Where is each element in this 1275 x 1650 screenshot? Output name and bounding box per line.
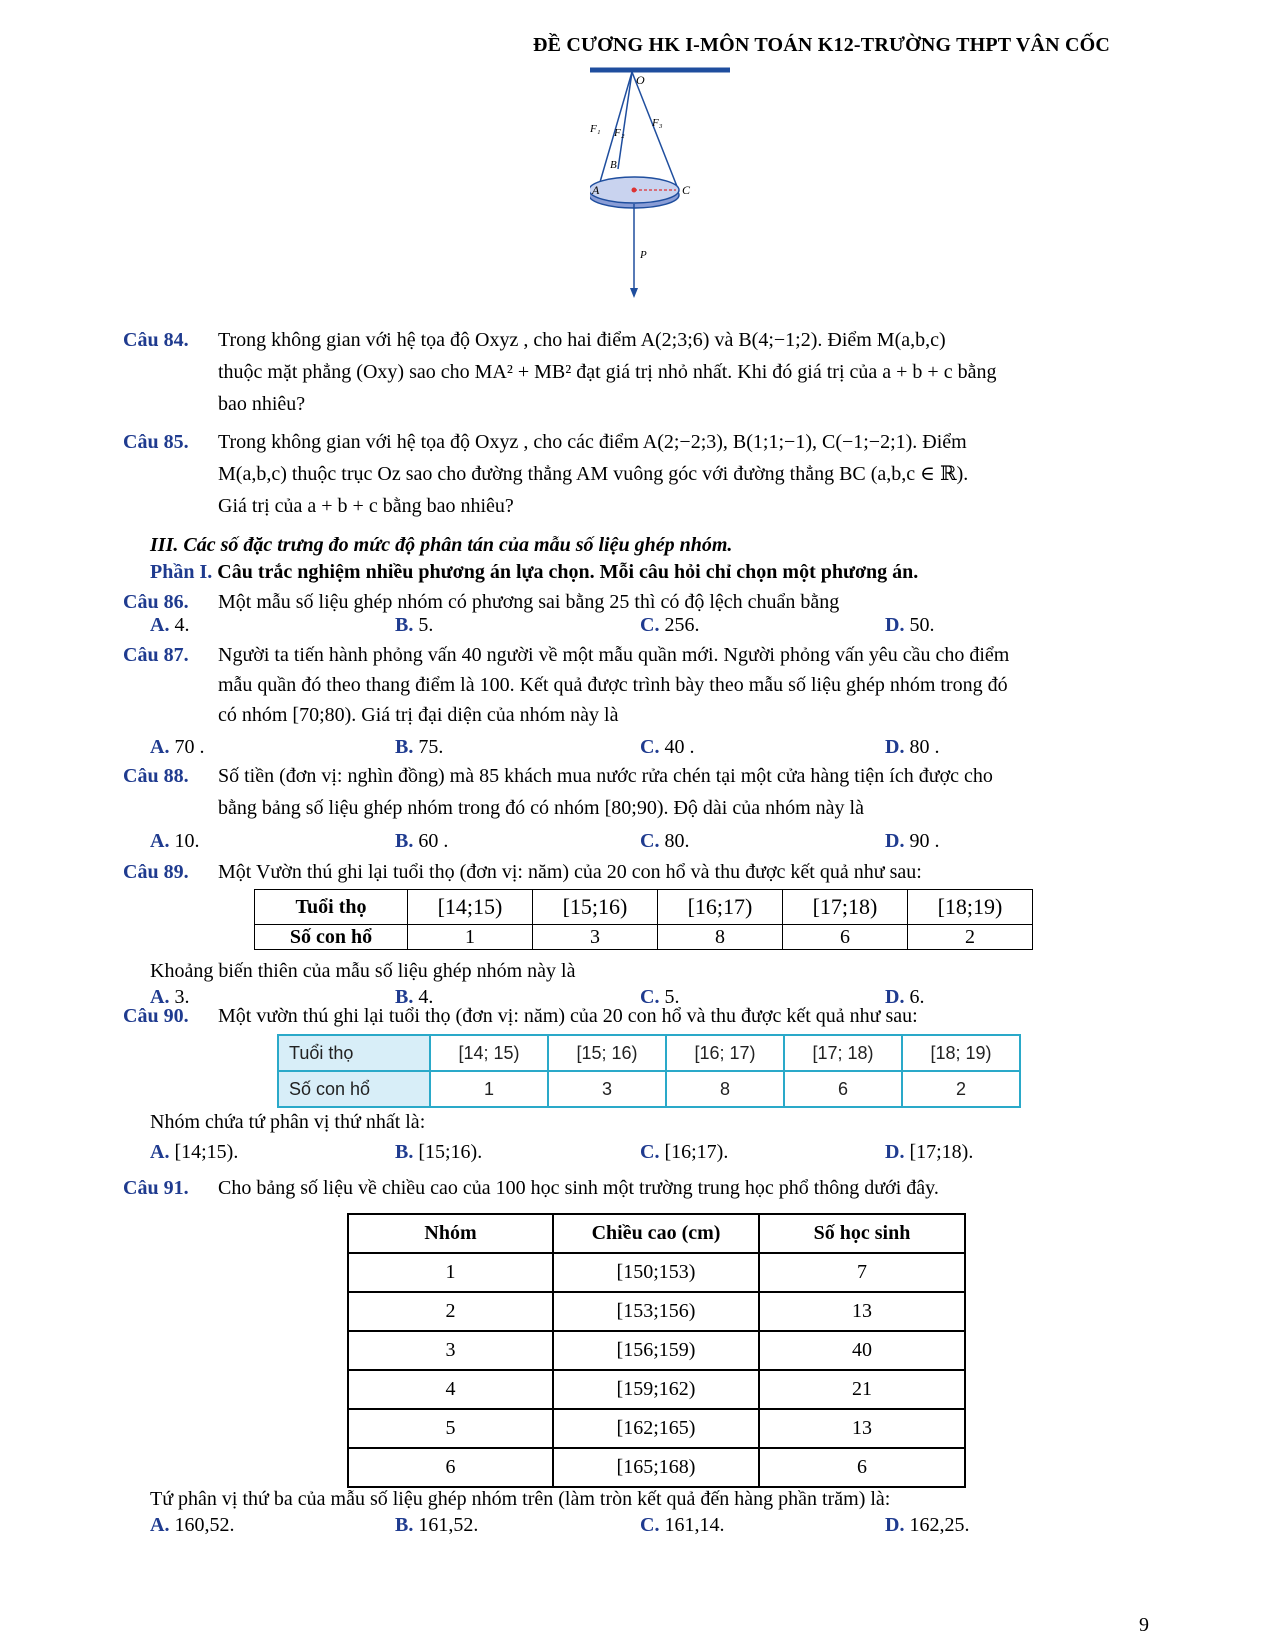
question-label: Câu 87. — [123, 644, 189, 666]
question-label: Câu 88. — [123, 765, 189, 787]
table-cell: 1 — [408, 925, 533, 950]
question-text: Người ta tiến hành phỏng vấn 40 người về một mẫu quần mới. Người phỏng vấn yêu cầu cho điểm — [218, 644, 1010, 666]
option-a: A. 4. — [150, 614, 190, 636]
option-d: D. 6. — [885, 986, 925, 1008]
table-cell: 8 — [666, 1071, 784, 1107]
options-90 — [150, 1141, 1150, 1169]
option-a: A. 70 . — [150, 736, 205, 758]
question-text: mẫu quần đó theo thang điểm là 100. Kết quả được trình bày theo mẫu số liệu ghép nhóm trong đó — [218, 674, 1008, 696]
question-text: Giá trị của a + b + c bằng bao nhiêu? — [218, 495, 514, 517]
option-c: C. 256. — [640, 614, 700, 636]
option-c: C. 80. — [640, 830, 690, 852]
question-text: bằng bảng số liệu ghép nhóm trong đó có nhóm [80;90). Độ dài của nhóm này là — [218, 797, 864, 819]
table-row: 2 [153;156) 13 — [348, 1292, 965, 1331]
option-b: B. 161,52. — [395, 1514, 479, 1536]
option-a: A. [14;15). — [150, 1141, 239, 1163]
table-row: 5 [162;165) 13 — [348, 1409, 965, 1448]
question-text: Trong không gian với hệ tọa độ Oxyz , cho các điểm A(2;−2;3), B(1;1;−1), C(−1;−2;1). Điểm — [218, 431, 967, 453]
table-cell: 3 — [533, 925, 658, 950]
question-text: bao nhiêu? — [218, 393, 306, 415]
option-b: B. 60 . — [395, 830, 449, 852]
option-c: C. 161,14. — [640, 1514, 725, 1536]
table-header-cell: Số con hổ — [278, 1071, 430, 1107]
page-number: 9 — [1139, 1614, 1149, 1636]
option-d: D. 90 . — [885, 830, 940, 852]
table-header-cell: Tuổi thọ — [255, 890, 408, 925]
question-text: Tứ phân vị thứ ba của mẫu số liệu ghép nhóm trên (làm tròn kết quả đến hàng phần trăm) là: — [150, 1488, 891, 1510]
table-header-cell: Số con hổ — [255, 925, 408, 950]
question-label: Câu 90. — [123, 1005, 189, 1027]
table-cell: [14;15) — [408, 890, 533, 925]
table-row: 3 [156;159) 40 — [348, 1331, 965, 1370]
table-row: 6 [165;168) 6 — [348, 1448, 965, 1487]
table-cell: [14; 15) — [430, 1035, 548, 1071]
table-cell: [16; 17) — [666, 1035, 784, 1071]
lifespan-table-2 — [277, 1034, 1021, 1108]
option-c: C. 5. — [640, 986, 680, 1008]
option-b: B. [15;16). — [395, 1141, 483, 1163]
table-cell: 1 — [430, 1071, 548, 1107]
question-text: có nhóm [70;80). Giá trị đại diện của nhóm này là — [218, 704, 619, 726]
question-text: Một mẫu số liệu ghép nhóm có phương sai bằng 25 thì có độ lệch chuẩn bằng — [218, 591, 840, 613]
table-cell: 3 — [548, 1071, 666, 1107]
question-label: Câu 91. — [123, 1177, 189, 1199]
part-prefix: Phần I. — [150, 561, 213, 583]
question-85 — [123, 426, 1163, 522]
label-P: P — [640, 249, 647, 261]
question-label: Câu 85. — [123, 431, 189, 453]
options-91 — [150, 1514, 1150, 1542]
question-label: Câu 84. — [123, 329, 189, 351]
options-86 — [150, 614, 1150, 642]
question-text: Khoảng biến thiên của mẫu số liệu ghép nhóm này là — [150, 960, 576, 982]
table-cell: [18;19) — [908, 890, 1033, 925]
question-text: M(a,b,c) thuộc trục Oz sao cho đường thẳng AM vuông góc với đường thẳng BC (a,b,c ∈ ℝ). — [218, 463, 969, 485]
question-text: Trong không gian với hệ tọa độ Oxyz , cho hai điểm A(2;3;6) và B(4;−1;2). Điểm M(a,b,c) — [218, 329, 946, 351]
label-A: A — [592, 183, 600, 197]
label-B: B — [610, 159, 617, 171]
question-text: Số tiền (đơn vị: nghìn đồng) mà 85 khách mua nước rửa chén tại một cửa hàng tiện ích được cho — [218, 765, 993, 787]
string-b — [618, 72, 632, 169]
part-text: Câu trắc nghiệm nhiều phương án lựa chọn. Mỗi câu hỏi chỉ chọn một phương án. — [212, 561, 919, 583]
table-cell: [18; 19) — [902, 1035, 1020, 1071]
table-header-cell: Số học sinh — [759, 1214, 965, 1253]
table-cell: [16;17) — [658, 890, 783, 925]
option-a: A. 160,52. — [150, 1514, 235, 1536]
page-header: ĐỀ CƯƠNG HK I-MÔN TOÁN K12-TRƯỜNG THPT VÂN CỐC — [532, 34, 1110, 56]
question-88 — [123, 760, 1163, 824]
table-cell: [15; 16) — [548, 1035, 666, 1071]
table-cell: 8 — [658, 925, 783, 950]
option-b: B. 5. — [395, 614, 434, 636]
option-a: A. 3. — [150, 986, 190, 1008]
question-89 — [123, 856, 1163, 888]
label-C: C — [682, 183, 691, 197]
center-dot — [632, 188, 637, 193]
question-label: Câu 89. — [123, 861, 189, 883]
question-87 — [123, 640, 1163, 730]
question-84 — [123, 324, 1163, 420]
question-text: thuộc mặt phẳng (Oxy) sao cho MA² + MB² đạt giá trị nhỏ nhất. Khi đó giá trị của a + b + c bằng — [218, 361, 997, 383]
option-d: D. 50. — [885, 614, 935, 636]
table-cell: 6 — [783, 925, 908, 950]
option-a: A. 10. — [150, 830, 200, 852]
label-O: O — [636, 73, 645, 87]
table-cell: [15;16) — [533, 890, 658, 925]
pendulum-figure — [590, 64, 730, 314]
label-F3: F₃ — [652, 117, 663, 129]
question-label: Câu 86. — [123, 591, 189, 613]
option-b: B. 4. — [395, 986, 434, 1008]
table-header-cell: Tuổi thọ — [278, 1035, 430, 1071]
question-text: Cho bảng số liệu về chiều cao của 100 học sinh một trường trung học phổ thông dưới đây. — [218, 1177, 939, 1199]
table-header-cell: Nhóm — [348, 1214, 553, 1253]
question-90 — [123, 1000, 1163, 1032]
string-c — [632, 72, 678, 189]
label-F1: F₁ — [590, 123, 601, 135]
option-d: D. 162,25. — [885, 1514, 970, 1536]
part-heading — [150, 561, 918, 584]
question-text: Một vườn thú ghi lại tuổi thọ (đơn vị: năm) của 20 con hổ và thu được kết quả như sau: — [218, 1005, 918, 1027]
table-cell: 6 — [784, 1071, 902, 1107]
option-c: C. [16;17). — [640, 1141, 729, 1163]
table-cell: [17; 18) — [784, 1035, 902, 1071]
table-row: 4 [159;162) 21 — [348, 1370, 965, 1409]
question-text: Nhóm chứa tứ phân vị thứ nhất là: — [150, 1111, 426, 1133]
option-c: C. 40 . — [640, 736, 695, 758]
table-cell: 2 — [908, 925, 1033, 950]
lifespan-table-1 — [254, 889, 1033, 950]
section-heading: III. Các số đặc trưng đo mức độ phân tán của mẫu số liệu ghép nhóm. — [150, 534, 733, 556]
table-header-cell: Chiều cao (cm) — [553, 1214, 759, 1253]
table-cell: 2 — [902, 1071, 1020, 1107]
question-91 — [123, 1172, 1163, 1204]
height-table — [347, 1213, 966, 1488]
question-text: Một Vườn thú ghi lại tuổi thọ (đơn vị: năm) của 20 con hổ và thu được kết quả như sau: — [218, 861, 922, 883]
option-d: D. 80 . — [885, 736, 940, 758]
table-row: 1 [150;153) 7 — [348, 1253, 965, 1292]
option-b: B. 75. — [395, 736, 444, 758]
label-F2: F₂ — [614, 127, 625, 139]
options-88 — [150, 830, 1150, 858]
option-d: D. [17;18). — [885, 1141, 974, 1163]
table-cell: [17;18) — [783, 890, 908, 925]
